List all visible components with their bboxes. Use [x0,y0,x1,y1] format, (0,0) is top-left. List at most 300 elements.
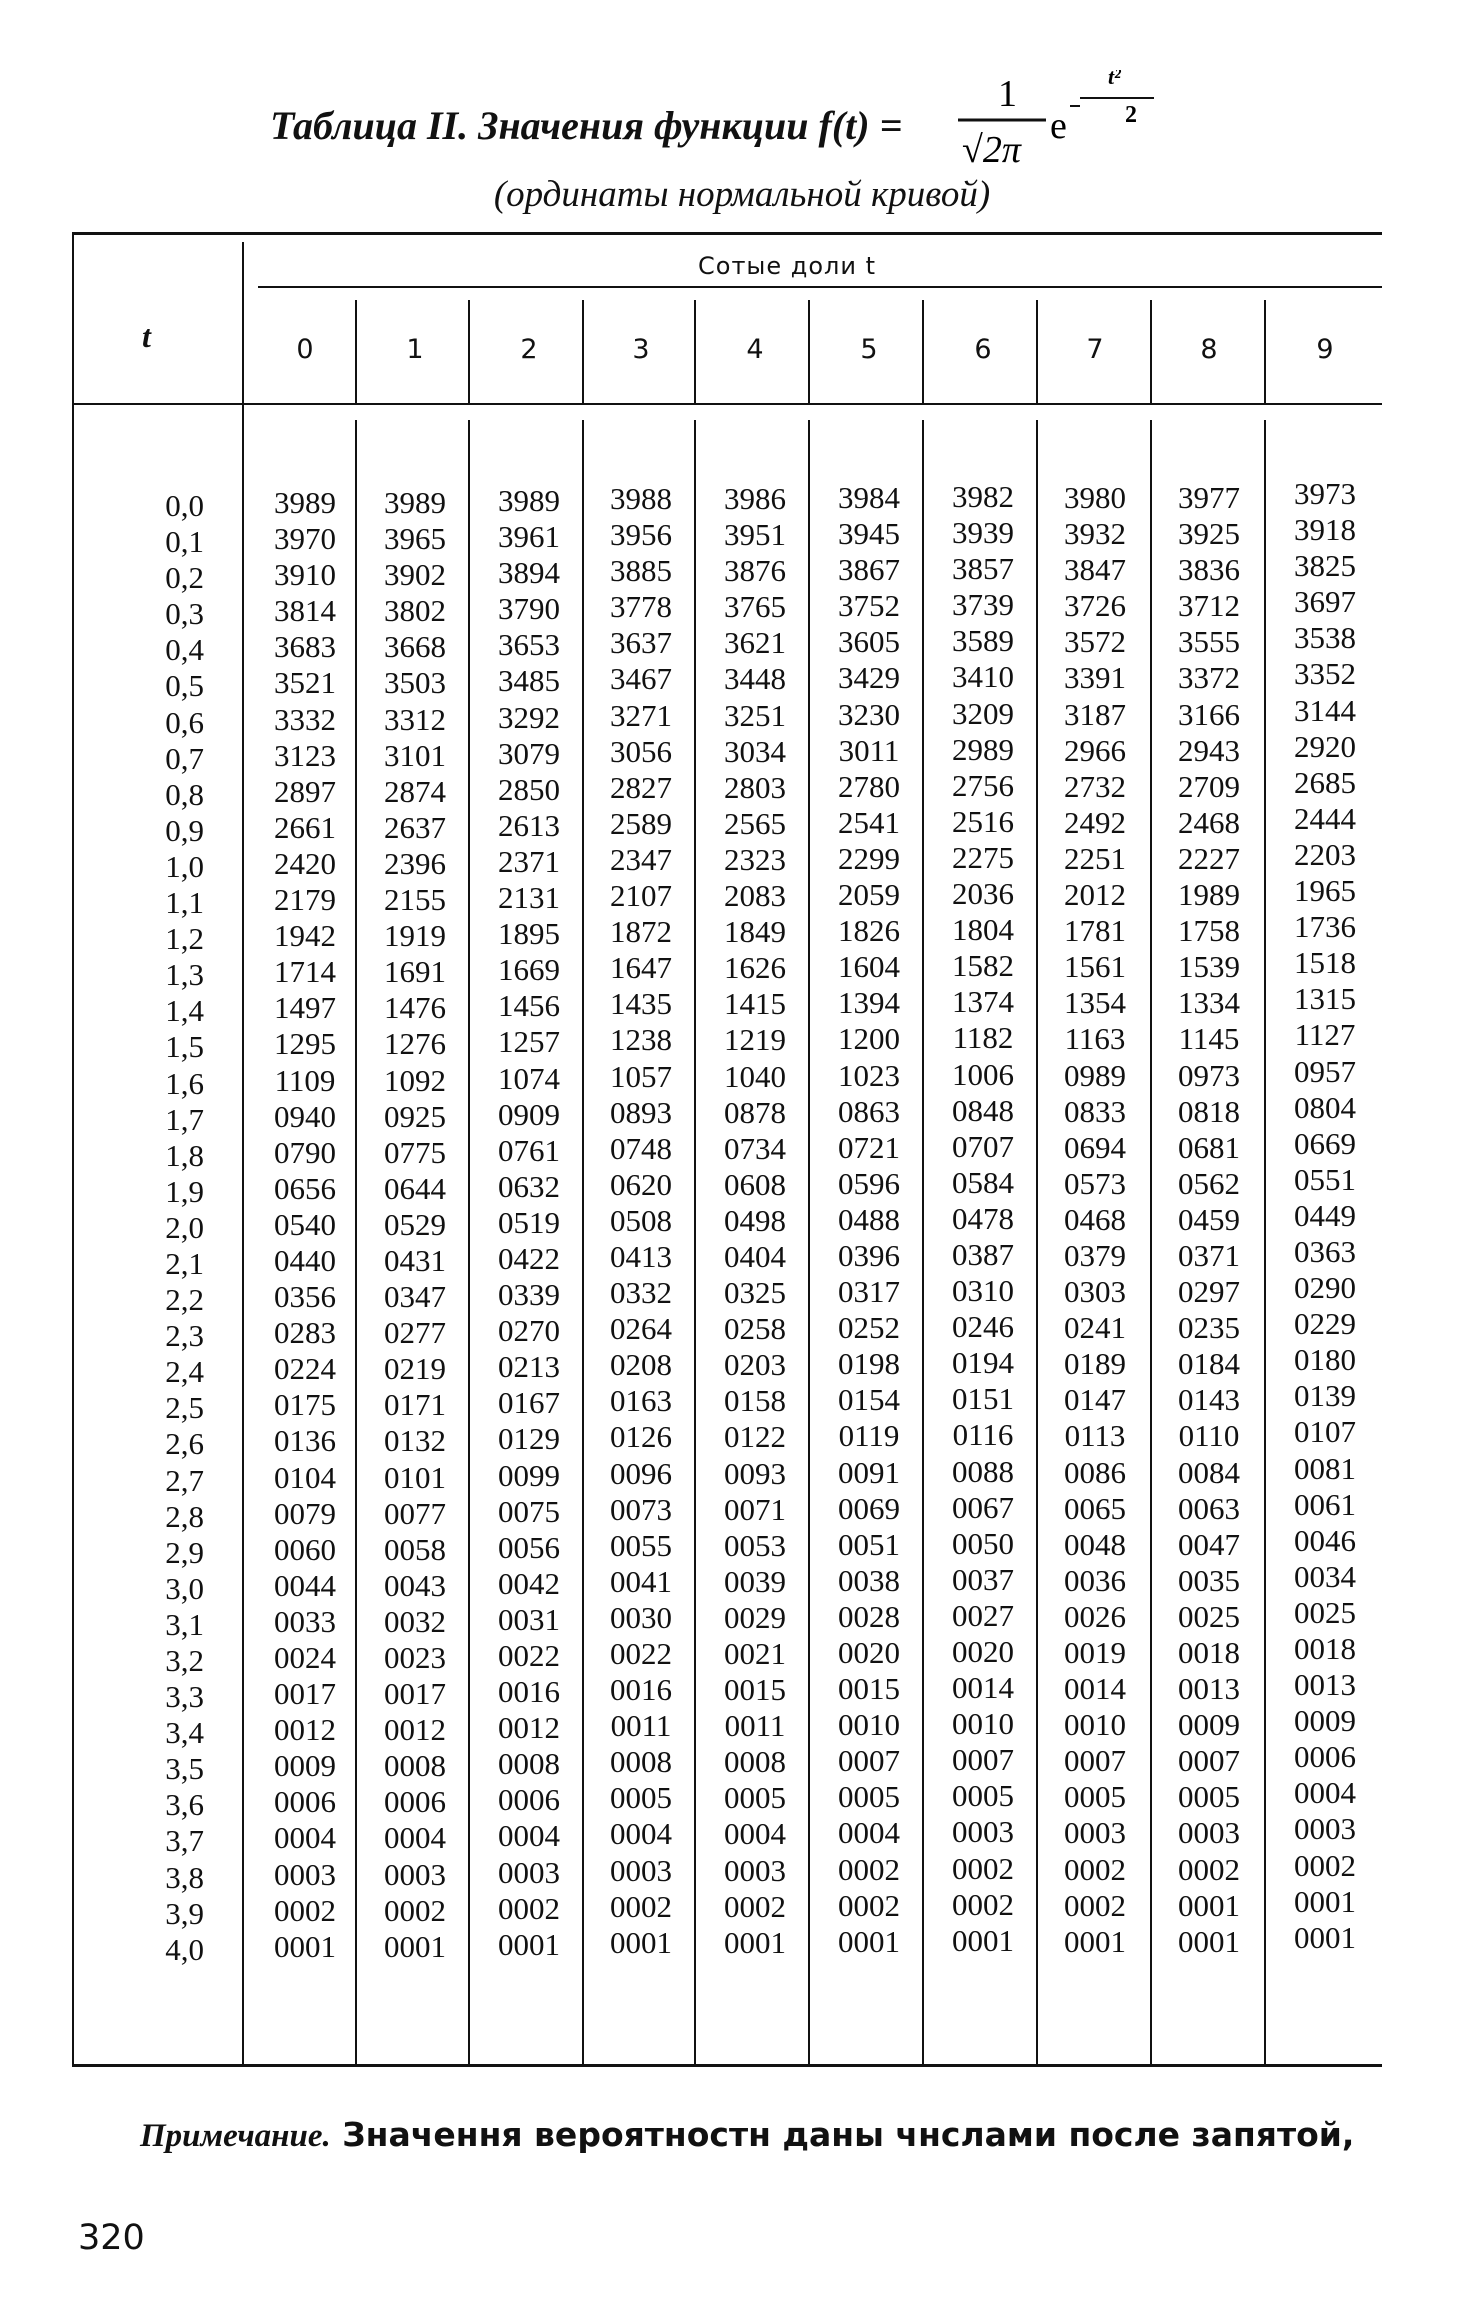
table-cell: 1354 [1064,985,1126,1021]
column-header: 7 [1086,334,1104,365]
table-cell: 0002 [384,1892,446,1928]
table-cell: 0067 [952,1489,1014,1525]
data-column [698,481,812,1961]
table-cell: 0006 [274,1784,336,1820]
table-cell: 3918 [1294,512,1356,548]
table-cell: 0158 [724,1383,786,1419]
table-cell: 0167 [498,1385,560,1421]
table-cell: 0584 [952,1164,1014,1200]
table-cell: 0540 [274,1206,336,1242]
t-value: 3,5 [165,1751,204,1787]
table-cell: 0119 [838,1418,900,1454]
table-cell: 0011 [724,1708,786,1744]
column-header: 6 [974,334,992,365]
table-cell: 3726 [1064,588,1126,624]
header-column-divider [582,300,584,404]
table-cell: 0241 [1064,1310,1126,1346]
table-cell: 0270 [498,1313,560,1349]
table-cell: 0656 [274,1170,336,1206]
table-cell: 0001 [1178,1887,1240,1923]
table-cell: 1109 [274,1062,336,1098]
table-cell: 0002 [274,1892,336,1928]
table-cell: 0681 [1178,1129,1240,1165]
header-bottom-rule [72,403,1382,405]
table-cell: 1023 [838,1057,900,1093]
table-cell: 0009 [1294,1703,1356,1739]
table-cell: 3144 [1294,692,1356,728]
table-cell: 0002 [952,1850,1014,1886]
table-cell: 0001 [724,1924,786,1960]
table-cell: 0001 [1294,1883,1356,1919]
t-value: 2,1 [165,1245,204,1281]
table-cell: 0005 [724,1780,786,1816]
table-cell: 1394 [838,985,900,1021]
table-cell: 0003 [1064,1815,1126,1851]
table-cell: 0001 [274,1928,336,1964]
table-cell: 2347 [610,841,672,877]
table-cell: 0016 [498,1674,560,1710]
table-cell: 3589 [952,623,1014,659]
table-cell: 3847 [1064,552,1126,588]
table-cell: 0030 [610,1599,672,1635]
table-cell: 1456 [498,988,560,1024]
table-cell: 2299 [838,840,900,876]
table-cell: 0010 [952,1706,1014,1742]
table-cell: 0071 [724,1491,786,1527]
table-cell: 2943 [1178,732,1240,768]
table-cell: 1561 [1064,949,1126,985]
table-cell: 3668 [384,629,446,665]
header-column-divider [468,300,470,404]
column-header: 5 [860,334,878,365]
table-cell: 1295 [274,1026,336,1062]
formula-exp-numerator: t² [1108,70,1121,89]
table-cell: 0024 [274,1640,336,1675]
table-cell: 0277 [384,1315,446,1351]
table-cell: 3312 [384,701,446,737]
t-value: 3,1 [165,1606,204,1642]
table-cell: 0620 [610,1166,672,1202]
table-cell: 3271 [610,697,672,733]
table-cell: 0707 [952,1128,1014,1164]
table-cell: 0003 [952,1814,1014,1850]
table-cell: 0033 [274,1603,336,1639]
table-cell: 0573 [1064,1165,1126,1201]
table-cell: 3977 [1178,480,1240,515]
table-cell: 0151 [952,1381,1014,1417]
table-cell: 3925 [1178,516,1240,552]
table-cell: 2371 [498,843,560,879]
table-cell: 1238 [610,1022,672,1058]
table-cell: 0004 [610,1816,672,1852]
table-cell: 0022 [498,1638,560,1673]
table-cell: 0013 [1178,1671,1240,1707]
column-header: 3 [632,334,650,365]
table-cell: 3973 [1294,476,1356,511]
table-cell: 0012 [384,1712,446,1748]
table-cell: 3372 [1178,660,1240,696]
table-cell: 0122 [724,1419,786,1455]
table-cell: 0184 [1178,1346,1240,1382]
table-cell: 0396 [838,1237,900,1273]
table-cell: 0019 [1064,1635,1126,1670]
table-cell: 0084 [1178,1454,1240,1490]
table-cell: 0989 [1064,1057,1126,1093]
table-cell: 2036 [952,876,1014,912]
table-cell: 1276 [384,1026,446,1062]
table-cell: 0180 [1294,1342,1356,1378]
table-cell: 0818 [1178,1093,1240,1129]
table-cell: 2565 [724,805,786,841]
table-cell: 3980 [1064,480,1126,515]
table-cell: 1074 [498,1060,560,1096]
table-cell: 0669 [1294,1125,1356,1161]
t-value: 1,9 [165,1173,204,1209]
table-cell: 3867 [838,552,900,588]
table-cell: 2709 [1178,768,1240,804]
table-cell: 0721 [838,1129,900,1165]
table-cell: 2396 [384,845,446,881]
table-cell: 3989 [384,485,446,520]
table-cell: 0004 [838,1815,900,1851]
table-cell: 0002 [1064,1887,1126,1923]
table-cell: 1374 [952,984,1014,1020]
table-cell: 2012 [1064,877,1126,913]
table-cell: 1518 [1294,945,1356,981]
table-cell: 0093 [724,1455,786,1491]
table-cell: 0073 [610,1491,672,1527]
table-cell: 1315 [1294,981,1356,1017]
table-cell: 0252 [838,1310,900,1346]
table-cell: 3079 [498,735,560,771]
table-cell: 3932 [1064,516,1126,552]
table-cell: 2323 [724,841,786,877]
table-cell: 0004 [274,1820,336,1856]
table-cell: 0050 [952,1525,1014,1561]
table-cell: 0005 [838,1779,900,1815]
table-cell: 0562 [1178,1165,1240,1201]
table-cell: 0347 [384,1279,446,1315]
table-cell: 3739 [952,587,1014,623]
table-cell: 3790 [498,591,560,627]
group-header: Сотые доли t [698,252,877,280]
column-header: 2 [520,334,538,365]
header-column-divider [1150,300,1152,404]
table-cell: 1919 [384,918,446,954]
table-cell: 2492 [1064,804,1126,840]
table-cell: 0036 [1064,1562,1126,1598]
table-cell: 0020 [838,1635,900,1670]
table-cell: 0957 [1294,1053,1356,1089]
table-cell: 1476 [384,990,446,1026]
table-cell: 3951 [724,517,786,553]
table-cell: 0734 [724,1130,786,1166]
header-column-divider [355,300,357,404]
table-cell: 0096 [610,1455,672,1491]
table-cell: 0833 [1064,1093,1126,1129]
table-cell: 0224 [274,1351,336,1387]
formula-exp-denominator: 2 [1125,102,1137,128]
table-cell: 0063 [1178,1490,1240,1526]
table-cell: 2589 [610,805,672,841]
table-cell: 0219 [384,1351,446,1387]
table-cell: 0055 [610,1527,672,1563]
table-cell: 0017 [384,1676,446,1712]
data-column [1038,480,1152,1960]
data-column [584,481,698,1961]
t-value: 1,2 [165,921,204,957]
table-cell: 1163 [1064,1021,1126,1057]
table-cell: 0056 [498,1529,560,1565]
table-cell: 0025 [1178,1598,1240,1634]
table-cell: 1257 [498,1024,560,1060]
t-value: 2,9 [165,1534,204,1570]
table-cell: 0126 [610,1419,672,1455]
table-cell: 0005 [1064,1779,1126,1815]
table-cell: 0235 [1178,1310,1240,1346]
table-cell: 3485 [498,663,560,699]
table-cell: 0925 [384,1098,446,1134]
table-cell: 0003 [610,1852,672,1888]
column-header: 4 [746,334,764,365]
t-value: 1,3 [165,957,204,993]
table-cell: 0790 [274,1134,336,1170]
table-cell: 0006 [1294,1739,1356,1775]
table-cell: 0008 [384,1748,446,1784]
table-cell: 0519 [498,1204,560,1240]
table-cell: 0012 [274,1712,336,1748]
table-cell: 1872 [610,914,672,950]
table-cell: 0039 [724,1563,786,1599]
table-cell: 0016 [610,1672,672,1708]
table-cell: 0413 [610,1238,672,1274]
table-cell: 0069 [838,1490,900,1526]
table-cell: 0010 [1064,1707,1126,1743]
table-cell: 0004 [498,1818,560,1854]
table-cell: 0488 [838,1201,900,1237]
table-cell: 2468 [1178,804,1240,840]
table-cell: 0608 [724,1166,786,1202]
table-cell: 1989 [1178,877,1240,913]
table-cell: 0116 [952,1417,1014,1453]
table-cell: 0775 [384,1134,446,1170]
header-column-divider [1036,300,1038,404]
table-cell: 0046 [1294,1522,1356,1558]
table-cell: 3802 [384,593,446,629]
table-cell: 0001 [1178,1923,1240,1959]
table-cell: 0001 [1294,1919,1356,1955]
table-cell: 0940 [274,1098,336,1134]
table-cell: 1691 [384,954,446,990]
table-cell: 3572 [1064,624,1126,660]
t-value: 0,3 [165,596,204,632]
table-cell: 0029 [724,1599,786,1635]
table-cell: 0203 [724,1347,786,1383]
table-cell: 0003 [724,1852,786,1888]
t-value: 3,6 [165,1787,204,1823]
table-cell: 0002 [838,1887,900,1923]
table-cell: 3945 [838,516,900,552]
t-value: 3,0 [165,1570,204,1606]
data-column [248,485,362,1965]
table-cell: 0449 [1294,1197,1356,1233]
table-cell: 3989 [498,483,560,518]
table-cell: 0001 [498,1926,560,1962]
table-cell: 3011 [838,732,900,768]
table-cell: 0010 [838,1707,900,1743]
table-cell: 0290 [1294,1270,1356,1306]
table-cell: 1497 [274,990,336,1026]
table-cell: 2897 [274,773,336,809]
t-value: 1,0 [165,848,204,884]
table-cell: 3765 [724,589,786,625]
table-cell: 1942 [274,918,336,954]
table-cell: 0008 [724,1744,786,1780]
header-column-divider [1264,300,1266,404]
t-value: 3,9 [165,1895,204,1931]
table-cell: 0004 [384,1820,446,1856]
table-cell: 3712 [1178,588,1240,624]
table-cell: 0077 [384,1495,446,1531]
table-cell: 3956 [610,517,672,553]
table-cell: 0529 [384,1206,446,1242]
table-cell: 3814 [274,593,336,629]
table-cell: 3988 [610,481,672,516]
table-cell: 3503 [384,665,446,701]
table-cell: 0147 [1064,1382,1126,1418]
data-column [1152,480,1266,1960]
table-cell: 2685 [1294,764,1356,800]
table-cell: 0175 [274,1387,336,1423]
table-cell: 0644 [384,1170,446,1206]
table-cell: 1781 [1064,913,1126,949]
table-cell: 1849 [724,914,786,950]
t-value: 1,5 [165,1029,204,1065]
table-cell: 0061 [1294,1486,1356,1522]
table-cell: 0035 [1178,1562,1240,1598]
table-cell: 3352 [1294,656,1356,692]
table-cell: 0044 [274,1567,336,1603]
table-cell: 0468 [1064,1201,1126,1237]
table-cell: 2516 [952,803,1014,839]
table-cell: 0107 [1294,1414,1356,1450]
table-cell: 3825 [1294,548,1356,584]
table-cell: 0005 [1178,1779,1240,1815]
table-cell: 0099 [498,1457,560,1493]
table-cell: 1415 [724,986,786,1022]
table-cell: 0878 [724,1094,786,1130]
t-value: 0,0 [165,488,204,523]
table-cell: 0005 [952,1778,1014,1814]
page-number: 320 [78,2218,145,2258]
table-cell: 3752 [838,588,900,624]
data-column [812,480,926,1960]
table-cell: 1826 [838,913,900,949]
table-cell: 0005 [610,1780,672,1816]
table-cell: 3101 [384,737,446,773]
title-text: Таблица II. Значения функции f(t) = [270,103,903,148]
table-cell: 2637 [384,809,446,845]
table-cell: 3123 [274,737,336,773]
formula [958,70,1218,180]
table-cell: 1539 [1178,949,1240,985]
table-cell: 1006 [952,1056,1014,1092]
table-cell: 1219 [724,1022,786,1058]
table-cell: 0551 [1294,1161,1356,1197]
table-cell: 3876 [724,553,786,589]
table-cell: 0007 [838,1743,900,1779]
t-value: 1,6 [165,1065,204,1101]
table-cell: 1200 [838,1021,900,1057]
table-cell: 0632 [498,1168,560,1204]
table-cell: 0003 [1178,1815,1240,1851]
table-cell: 0139 [1294,1378,1356,1414]
table-cell: 0060 [274,1531,336,1567]
table-cell: 0431 [384,1242,446,1278]
table-cell: 3605 [838,624,900,660]
table-cell: 1626 [724,950,786,986]
header-column-divider [808,300,810,404]
table-cell: 0154 [838,1382,900,1418]
table-cell: 0013 [1294,1667,1356,1703]
table-cell: 0893 [610,1094,672,1130]
table-cell: 0034 [1294,1558,1356,1594]
table-cell: 0848 [952,1092,1014,1128]
table-cell: 0009 [1178,1707,1240,1743]
table-cell: 0258 [724,1311,786,1347]
table-cell: 0004 [1294,1775,1356,1811]
table-cell: 2444 [1294,800,1356,836]
table-cell: 3391 [1064,660,1126,696]
table-cell: 0038 [838,1562,900,1598]
t-value: 1,8 [165,1137,204,1173]
table-cell: 0198 [838,1346,900,1382]
table-cell: 0009 [274,1748,336,1784]
table-cell: 0387 [952,1236,1014,1272]
table-cell: 0264 [610,1311,672,1347]
table-cell: 0596 [838,1165,900,1201]
table-cell: 3836 [1178,552,1240,588]
table-cell: 3970 [274,521,336,557]
table-cell: 0110 [1178,1418,1240,1454]
table-cell: 0031 [498,1601,560,1637]
table-cell: 0229 [1294,1306,1356,1342]
table-cell: 0086 [1064,1454,1126,1490]
table-cell: 2275 [952,839,1014,875]
table-cell: 0332 [610,1275,672,1311]
formula-base: e [1050,105,1067,147]
t-value: 4,0 [165,1931,204,1967]
table-cell: 0001 [384,1928,446,1964]
table-cell: 0004 [724,1816,786,1852]
table-bottom-rule [72,2064,1382,2067]
data-column [358,485,472,1965]
table-cell: 3902 [384,557,446,593]
table-cell: 0021 [724,1636,786,1671]
table-cell: 0379 [1064,1237,1126,1273]
table-cell: 3778 [610,589,672,625]
table-cell: 0041 [610,1563,672,1599]
table-cell: 2420 [274,845,336,881]
table-cell: 0048 [1064,1526,1126,1562]
table-cell: 3989 [274,485,336,520]
table-cell: 3292 [498,699,560,735]
formula-numerator: 1 [998,73,1017,115]
table-cell: 3166 [1178,696,1240,732]
t-value: 0,5 [165,668,204,704]
table-cell: 2850 [498,771,560,807]
table-cell: 0748 [610,1130,672,1166]
